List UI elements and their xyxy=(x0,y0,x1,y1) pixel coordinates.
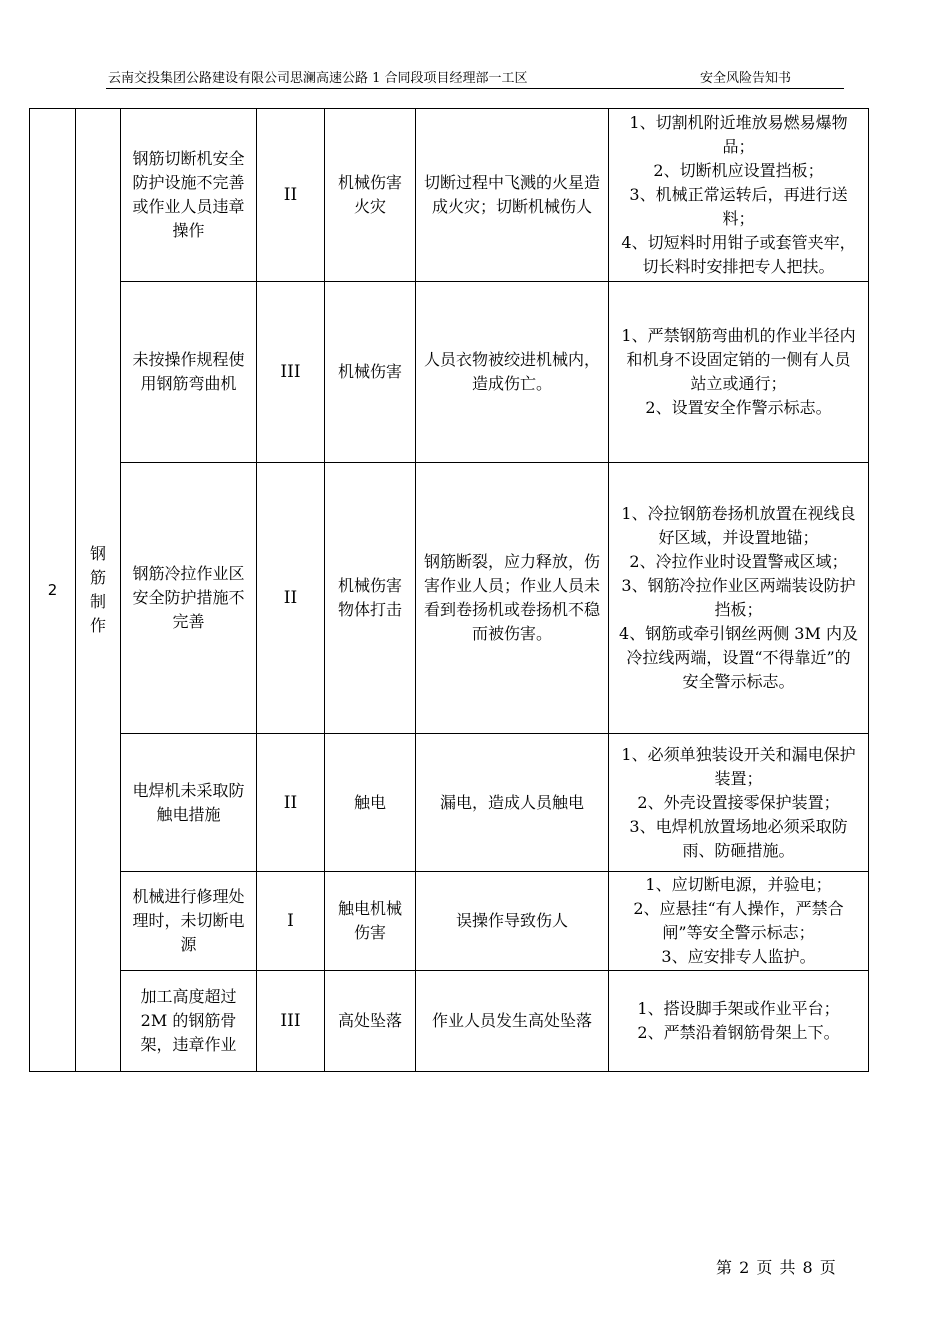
accident-type-cell: 触电 xyxy=(325,734,416,872)
consequence-cell: 作业人员发生高处坠落 xyxy=(416,971,609,1072)
risk-level-cell: I xyxy=(257,872,325,971)
page-header xyxy=(106,70,844,89)
measure-item: 4、钢筋或牵引钢丝两侧 3M 内及冷拉线两端，设置“不得靠近”的安全警示标志。 xyxy=(619,624,858,691)
measures-cell xyxy=(609,734,869,872)
risk-level-cell: III xyxy=(257,282,325,463)
accident-type-cell: 高处坠落 xyxy=(325,971,416,1072)
measure-item: 2、冷拉作业时设置警戒区域； xyxy=(629,552,848,571)
table-row xyxy=(30,971,869,1072)
hazard-cell: 电焊机未采取防触电措施 xyxy=(121,734,257,872)
consequence-cell: 漏电，造成人员触电 xyxy=(416,734,609,872)
measure-item: 1、搭设脚手架或作业平台； xyxy=(637,999,840,1018)
hazard-cell: 钢筋冷拉作业区安全防护措施不完善 xyxy=(121,463,257,734)
table-row xyxy=(30,109,869,282)
consequence-cell: 钢筋断裂，应力释放，伤害作业人员；作业人员未看到卷扬机或卷扬机不稳而被伤害。 xyxy=(416,463,609,734)
page-number: 第 2 页 共 8 页 xyxy=(716,1258,837,1277)
measure-item: 2、设置安全作警示标志。 xyxy=(645,398,832,417)
hazard-cell: 钢筋切断机安全防护设施不完善或作业人员违章操作 xyxy=(121,109,257,282)
accident-type-cell: 机械伤害火灾 xyxy=(325,109,416,282)
table-row xyxy=(30,282,869,463)
table-row xyxy=(30,463,869,734)
measures-cell xyxy=(609,872,869,971)
measure-item: 3、钢筋冷拉作业区两端装设防护挡板； xyxy=(621,576,856,619)
header-organization: 云南交投集团公路建设有限公司思澜高速公路 1 合同段项目经理部一工区 xyxy=(108,71,528,86)
category-label: 钢筋制作 xyxy=(90,544,107,635)
consequence-cell: 误操作导致伤人 xyxy=(416,872,609,971)
measure-item: 3、机械正常运转后，再进行送料； xyxy=(629,185,848,228)
hazard-cell: 未按操作规程使用钢筋弯曲机 xyxy=(121,282,257,463)
consequence-cell: 人员衣物被绞进机械内，造成伤亡。 xyxy=(416,282,609,463)
measure-item: 2、外壳设置接零保护装置； xyxy=(637,792,840,812)
measure-item: 4、切短料时用钳子或套管夹牢，切长料时安排把专人把扶。 xyxy=(621,233,856,276)
measures-cell xyxy=(609,109,869,282)
hazard-cell: 机械进行修理处理时，未切断电源 xyxy=(121,872,257,971)
risk-table xyxy=(29,108,869,1072)
measure-item: 3、电焊机放置场地必须采取防雨、防砸措施。 xyxy=(629,816,848,860)
risk-level-cell: II xyxy=(257,463,325,734)
measure-item: 2、切断机应设置挡板； xyxy=(653,161,824,180)
item-number: 2 xyxy=(30,109,76,1072)
risk-level-cell: III xyxy=(257,971,325,1072)
measure-item: 1、必须单独装设开关和漏电保护装置； xyxy=(621,744,856,788)
consequence-cell: 切断过程中飞溅的火星造成火灾；切断机械伤人 xyxy=(416,109,609,282)
category-cell xyxy=(76,109,121,1072)
accident-type-cell: 机械伤害物体打击 xyxy=(325,463,416,734)
measures-cell xyxy=(609,282,869,463)
measures-cell xyxy=(609,971,869,1072)
measure-item: 1、应切断电源，并验电； xyxy=(645,875,832,894)
measure-item: 2、应悬挂“有人操作，严禁合闸”等安全警示标志； xyxy=(633,899,844,942)
risk-level-cell: II xyxy=(257,734,325,872)
measure-item: 1、冷拉钢筋卷扬机放置在视线良好区域，并设置地锚； xyxy=(621,504,856,547)
table-row xyxy=(30,734,869,872)
hazard-cell: 加工高度超过 2M 的钢筋骨架，违章作业 xyxy=(121,971,257,1072)
risk-level-cell: II xyxy=(257,109,325,282)
accident-type-cell: 机械伤害 xyxy=(325,282,416,463)
measure-item: 3、应安排专人监护。 xyxy=(661,947,816,966)
accident-type-cell: 触电机械伤害 xyxy=(325,872,416,971)
measures-cell xyxy=(609,463,869,734)
table-row xyxy=(30,872,869,971)
measure-item: 1、严禁钢筋弯曲机的作业半径内和机身不设固定销的一侧有人员站立或通行； xyxy=(621,326,856,393)
measure-item: 2、严禁沿着钢筋骨架上下。 xyxy=(637,1023,840,1042)
header-document-title: 安全风险告知书 xyxy=(700,71,792,86)
measure-item: 1、切割机附近堆放易燃易爆物品； xyxy=(629,113,848,156)
